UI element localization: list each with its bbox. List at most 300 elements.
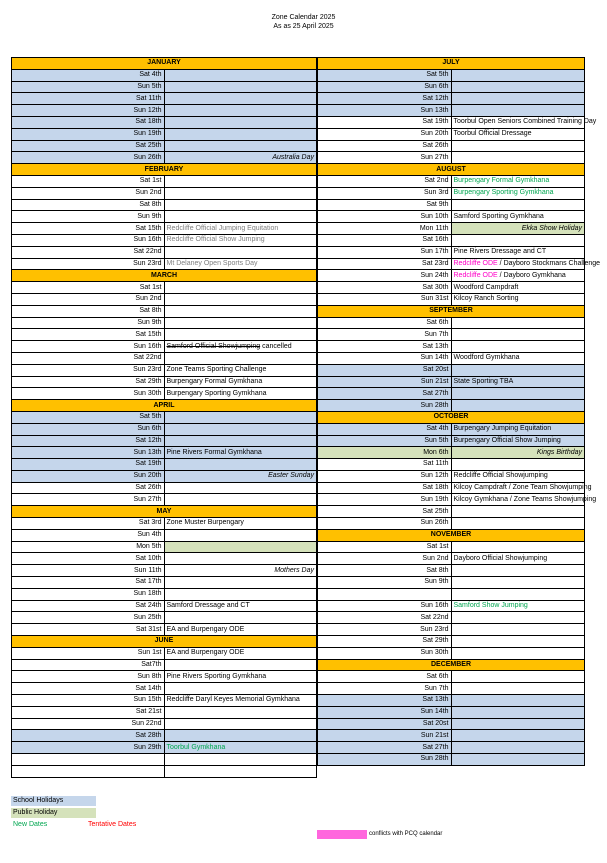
date-cell: Sun 26th <box>318 518 452 530</box>
event-cell <box>451 341 585 353</box>
event-cell <box>451 282 585 294</box>
event-name: Pine Rivers Formal Gymkhana <box>166 448 262 456</box>
calendar-row <box>318 223 585 235</box>
date-cell: Sat 22nd <box>318 612 452 624</box>
calendar-row <box>12 494 317 506</box>
event-cell <box>451 175 585 187</box>
calendar-row <box>12 411 317 423</box>
legend-new-dates: New Dates <box>13 821 48 828</box>
event-name: Samford Sporting Gymkhana <box>453 212 544 220</box>
calendar-row <box>12 447 317 459</box>
date-cell: Sat 22nd <box>12 246 165 258</box>
calendar-row <box>318 718 585 730</box>
calendar-row <box>12 352 317 364</box>
date-cell: Sun 6th <box>12 423 165 435</box>
event-cell <box>164 199 317 211</box>
date-cell: Mon 11th <box>318 223 452 235</box>
date-cell: Sat 8th <box>12 199 165 211</box>
event-cell <box>164 93 317 105</box>
calendar-row <box>318 624 585 636</box>
calendar-row <box>318 435 585 447</box>
month-label: APRIL <box>12 400 317 412</box>
event-cell <box>164 659 317 671</box>
month-label: MARCH <box>12 270 317 282</box>
event-cell <box>164 376 317 388</box>
event-cell <box>451 152 585 164</box>
event-cell <box>451 423 585 435</box>
event-name: Samford Dressage and CT <box>166 602 250 610</box>
event-cell <box>451 494 597 506</box>
calendar-row <box>318 364 585 376</box>
date-cell <box>12 754 165 766</box>
event-cell <box>164 364 317 376</box>
date-cell: Sat 26th <box>318 140 452 152</box>
date-cell: Sun 20th <box>318 128 452 140</box>
calendar-row <box>12 282 317 294</box>
date-cell: Sat 1st <box>12 175 165 187</box>
event-cell <box>451 376 585 388</box>
event-cell <box>164 152 317 164</box>
event-cell <box>451 730 585 742</box>
legend-tentative-dates: Tentative Dates <box>88 821 137 828</box>
event-cell <box>451 93 585 105</box>
calendar-row <box>318 93 585 105</box>
event-cell <box>451 234 585 246</box>
calendar-row <box>12 518 317 530</box>
calendar-row <box>12 470 317 482</box>
calendar-row <box>318 352 585 364</box>
date-cell: Sun 14th <box>318 706 452 718</box>
date-cell: Sat 12th <box>12 435 165 447</box>
calendar-row <box>318 329 585 341</box>
event-cell <box>451 565 585 577</box>
event-name: Zone Teams Sporting Challenge <box>166 366 267 374</box>
date-cell: Sat 26th <box>12 482 165 494</box>
calendar-row <box>318 376 585 388</box>
month-header <box>12 636 317 648</box>
calendar-row <box>318 518 585 530</box>
event-name: Burpengary Sporting Gymkhana <box>166 389 267 397</box>
event-name: Woodford Campdraft <box>453 283 519 291</box>
holiday-label: Australia Day <box>272 153 314 161</box>
calendar-row <box>318 211 585 223</box>
event-cell <box>164 81 317 93</box>
event-cell <box>451 116 597 128</box>
event-cell <box>451 317 585 329</box>
date-cell: Sat 5th <box>12 411 165 423</box>
calendar-row <box>12 258 317 270</box>
event-cell <box>451 718 585 730</box>
right-table <box>318 58 601 766</box>
event-cell <box>164 140 317 152</box>
event-cell <box>164 211 317 223</box>
date-cell: Sun 27th <box>12 494 165 506</box>
event-cell <box>451 541 585 553</box>
event-cell <box>164 718 317 730</box>
date-cell: Sat 14th <box>12 683 165 695</box>
calendar-row <box>12 175 317 187</box>
calendar-row <box>12 93 317 105</box>
event-name: Burpengary Official Show Jumping <box>453 436 561 444</box>
calendar-row <box>318 270 585 282</box>
calendar-row <box>318 577 585 589</box>
holiday-label: Easter Sunday <box>268 472 314 480</box>
event-cell <box>164 223 317 235</box>
date-cell: Sat 11th <box>12 93 165 105</box>
date-cell: Sat 1st <box>318 541 452 553</box>
date-cell: Sun 8th <box>12 671 165 683</box>
event-cell <box>164 588 317 600</box>
calendar-row <box>12 423 317 435</box>
date-cell: Sun 30th <box>12 388 165 400</box>
event-cell <box>164 624 317 636</box>
calendar-row <box>12 482 317 494</box>
date-cell: Sun 11th <box>12 565 165 577</box>
calendar-row <box>318 636 585 648</box>
calendar-row <box>12 116 317 128</box>
date-cell: Sun 30th <box>318 647 452 659</box>
date-cell: Sun 15th <box>12 695 165 707</box>
date-cell: Sat 18th <box>12 116 165 128</box>
event-cell <box>451 400 585 412</box>
date-cell: Sun 27th <box>318 152 452 164</box>
date-cell: Sat 6th <box>318 317 452 329</box>
event-name: Redcliffe Official Jumping Equitation <box>166 224 279 232</box>
calendar-row <box>318 105 585 117</box>
calendar-row <box>318 754 585 766</box>
date-cell: Sat 30th <box>318 282 452 294</box>
event-name: Redcliffe Daryl Keyes Memorial Gymkhana <box>166 696 300 704</box>
calendar-row <box>318 553 585 565</box>
date-cell: Sun 5th <box>318 435 452 447</box>
event-cell <box>451 647 585 659</box>
calendar-row <box>318 588 585 600</box>
date-cell: Sat7th <box>12 659 165 671</box>
calendar-row <box>318 81 585 93</box>
date-cell: Sun 2nd <box>318 553 452 565</box>
date-cell: Sun 14th <box>318 352 452 364</box>
date-cell: Sat 22nd <box>12 352 165 364</box>
legend-school-holidays: School Holidays <box>11 796 96 806</box>
date-cell: Sat 2nd <box>318 175 452 187</box>
month-header <box>318 659 585 671</box>
event-cell <box>164 612 317 624</box>
date-cell: Sat 15th <box>12 223 165 235</box>
calendar-row <box>318 282 585 294</box>
event-name: Toorbul Open Seniors Combined Training Day <box>453 118 597 126</box>
calendar-row <box>12 152 317 164</box>
event-cell <box>164 577 317 589</box>
legend-public-holiday: Public Holiday <box>11 808 96 818</box>
calendar-row <box>12 341 317 353</box>
event-cell <box>451 352 585 364</box>
date-cell: Sun 20th <box>12 470 165 482</box>
event-name: EA and Burpengary ODE <box>166 625 245 633</box>
event-name: Samford Show Jumping <box>453 602 528 610</box>
date-cell: Sun 19th <box>318 494 452 506</box>
calendar-row <box>12 659 317 671</box>
calendar-row <box>12 234 317 246</box>
event-cell <box>164 695 317 707</box>
calendar-row <box>318 683 585 695</box>
calendar-row <box>12 211 317 223</box>
date-cell: Sat 29th <box>318 636 452 648</box>
month-label: SEPTEMBER <box>318 305 585 317</box>
event-name: Redcliffe Official Show Jumping <box>166 236 265 244</box>
calendar-row <box>318 706 585 718</box>
event-cell <box>451 211 585 223</box>
event-name: Burpengary Jumping Equitation <box>453 425 552 433</box>
calendar-row <box>318 506 585 518</box>
event-cell <box>451 435 585 447</box>
calendar-row <box>318 317 585 329</box>
date-cell: Sat 6th <box>318 671 452 683</box>
event-cell <box>164 411 317 423</box>
month-label: AUGUST <box>318 164 585 176</box>
date-cell <box>12 765 165 777</box>
event-cell <box>451 246 585 258</box>
event-name: Samford Official Showjumping <box>166 342 261 350</box>
calendar-row <box>12 105 317 117</box>
event-cell <box>164 600 317 612</box>
date-cell: Sun 31st <box>318 293 452 305</box>
event-cell <box>451 81 585 93</box>
month-label: JUNE <box>12 636 317 648</box>
event-cell <box>164 754 317 766</box>
calendar-row <box>12 329 317 341</box>
event-name: Redcliffe Official Showjumping <box>453 472 548 480</box>
date-cell: Sun 9th <box>12 211 165 223</box>
calendar-row <box>12 706 317 718</box>
calendar-row <box>318 234 585 246</box>
calendar-row <box>12 128 317 140</box>
month-header <box>318 58 585 70</box>
calendar-row <box>12 376 317 388</box>
event-cell <box>164 435 317 447</box>
legend-conflicts: conflicts with PCQ calendar <box>369 831 443 837</box>
calendar-row <box>318 69 585 81</box>
event-cell <box>164 565 317 577</box>
calendar-row <box>318 541 585 553</box>
event-cell <box>164 128 317 140</box>
calendar-row <box>12 671 317 683</box>
calendar-row <box>12 683 317 695</box>
event-cell <box>164 730 317 742</box>
date-cell: Sun 4th <box>12 529 165 541</box>
event-cell <box>451 553 585 565</box>
calendar-row <box>318 140 585 152</box>
date-cell: Sun 7th <box>318 683 452 695</box>
date-cell: Sat 28th <box>12 730 165 742</box>
calendar-row <box>12 600 317 612</box>
calendar-row <box>318 742 585 754</box>
calendar-row <box>318 116 585 128</box>
event-cell <box>451 482 592 494</box>
event-cell <box>451 754 585 766</box>
calendar-row <box>12 317 317 329</box>
date-cell: Sun 23rd <box>318 624 452 636</box>
event-cell <box>164 541 317 553</box>
calendar-row <box>318 246 585 258</box>
event-cell <box>451 695 585 707</box>
date-cell: Sat 15th <box>12 329 165 341</box>
date-cell: Sun 16th <box>318 600 452 612</box>
event-cell <box>451 105 585 117</box>
event-cell <box>164 175 317 187</box>
calendar-row <box>318 671 585 683</box>
event-cell <box>164 234 317 246</box>
calendar-row <box>318 459 585 471</box>
calendar-row <box>12 754 317 766</box>
event-cell <box>164 352 317 364</box>
date-cell: Sun 17th <box>318 246 452 258</box>
event-cell <box>451 270 585 282</box>
calendar-row <box>12 140 317 152</box>
calendar-row <box>318 152 585 164</box>
event-cell <box>164 329 317 341</box>
date-cell: Sun 19th <box>12 128 165 140</box>
date-cell: Sat 12th <box>318 93 452 105</box>
date-cell: Sun 9th <box>318 577 452 589</box>
event-cell <box>451 706 585 718</box>
event-cell <box>451 364 585 376</box>
event-cell <box>451 683 585 695</box>
event-cell <box>164 187 317 199</box>
calendar-row <box>318 612 585 624</box>
event-name: Pine Rivers Dressage and CT <box>453 248 547 256</box>
event-name: State Sporting TBA <box>453 377 514 385</box>
calendar-row <box>12 459 317 471</box>
event-cell <box>164 258 317 270</box>
calendar-left <box>11 57 317 778</box>
date-cell: Sun 28th <box>318 754 452 766</box>
calendar-row <box>12 588 317 600</box>
calendar-row <box>12 293 317 305</box>
month-label: DECEMBER <box>318 659 585 671</box>
event-cell <box>164 647 317 659</box>
calendar-row <box>318 423 585 435</box>
event-cell <box>451 577 585 589</box>
event-name: Toorbul Gymkhana <box>166 743 226 751</box>
calendar-row <box>12 612 317 624</box>
date-cell: Mon 5th <box>12 541 165 553</box>
calendar-row <box>12 69 317 81</box>
date-cell: Sat 20st <box>318 364 452 376</box>
calendar-row <box>12 199 317 211</box>
event-cell <box>451 588 585 600</box>
calendar-row <box>318 482 585 494</box>
event-note: / Dayboro Gymkhana <box>497 271 566 279</box>
date-cell: Sun 2nd <box>12 293 165 305</box>
calendar-row <box>318 293 585 305</box>
event-cell <box>451 293 585 305</box>
calendar-row <box>12 730 317 742</box>
month-header <box>12 58 317 70</box>
calendar-row <box>318 470 585 482</box>
calendar-row <box>12 541 317 553</box>
calendar-row <box>12 565 317 577</box>
date-cell: Sun 12th <box>318 470 452 482</box>
event-cell <box>451 388 585 400</box>
subtitle: As as 25 April 2025 <box>273 23 334 30</box>
date-cell: Sun 5th <box>12 81 165 93</box>
date-cell: Sun 1st <box>12 647 165 659</box>
date-cell: Sun 13th <box>318 105 452 117</box>
month-label: FEBRUARY <box>12 164 317 176</box>
date-cell: Sun 10th <box>318 211 452 223</box>
event-cell <box>164 742 317 754</box>
event-cell <box>164 293 317 305</box>
event-cell <box>451 447 585 459</box>
date-cell: Sat 8th <box>12 305 165 317</box>
date-cell: Sat 11th <box>318 459 452 471</box>
date-cell: Sat 1st <box>12 282 165 294</box>
calendar-row <box>318 199 585 211</box>
event-cell <box>164 553 317 565</box>
event-cell <box>451 140 585 152</box>
calendar-row <box>12 718 317 730</box>
event-name: Dayboro Official Showjumping <box>453 554 548 562</box>
date-cell: Sat 20st <box>318 718 452 730</box>
month-label: JANUARY <box>12 58 317 70</box>
calendar-row <box>318 400 585 412</box>
event-note: cancelled <box>260 342 292 350</box>
date-cell: Sat 10th <box>12 553 165 565</box>
event-cell <box>451 459 585 471</box>
date-cell: Sun 24th <box>318 270 452 282</box>
event-name: Kilcoy Gymkhana / Zone Teams Showjumping <box>453 495 597 503</box>
date-cell: Sat 27th <box>318 742 452 754</box>
date-cell: Sat 9th <box>318 199 452 211</box>
event-name: Burpengary Sporting Gymkhana <box>453 189 554 197</box>
calendar-row <box>318 128 585 140</box>
date-cell: Sun 9th <box>12 317 165 329</box>
event-name: Kilcoy Ranch Sorting <box>453 295 519 303</box>
calendar-row <box>12 435 317 447</box>
date-cell: Sun 12th <box>12 105 165 117</box>
date-cell: Sat 5th <box>318 69 452 81</box>
date-cell: Sat 29th <box>12 376 165 388</box>
event-cell <box>164 706 317 718</box>
event-name: Pine Rivers Sporting Gymkhana <box>166 672 267 680</box>
event-cell <box>164 447 317 459</box>
event-cell <box>451 671 585 683</box>
month-header <box>318 411 585 423</box>
date-cell: Sat 19th <box>318 116 452 128</box>
calendar-row <box>12 695 317 707</box>
event-cell <box>451 742 585 754</box>
calendar-row <box>12 81 317 93</box>
date-cell: Sun 13th <box>12 447 165 459</box>
calendar-row <box>12 364 317 376</box>
event-cell <box>164 341 317 353</box>
date-cell: Sun 22nd <box>12 718 165 730</box>
date-cell: Sun 25th <box>12 612 165 624</box>
date-cell: Sun 16th <box>12 341 165 353</box>
calendar-row <box>318 258 585 270</box>
date-cell: Sat 21st <box>12 706 165 718</box>
calendar-row <box>318 600 585 612</box>
month-header <box>12 164 317 176</box>
month-label: OCTOBER <box>318 411 585 423</box>
date-cell: Mon 6th <box>318 447 452 459</box>
date-cell: Sat 19th <box>12 459 165 471</box>
date-cell: Sat 25th <box>318 506 452 518</box>
event-cell <box>451 470 585 482</box>
calendar-row <box>12 388 317 400</box>
month-label: JULY <box>318 58 585 70</box>
event-name: Kilcoy Campdraft / Zone Team Showjumping <box>453 484 592 492</box>
